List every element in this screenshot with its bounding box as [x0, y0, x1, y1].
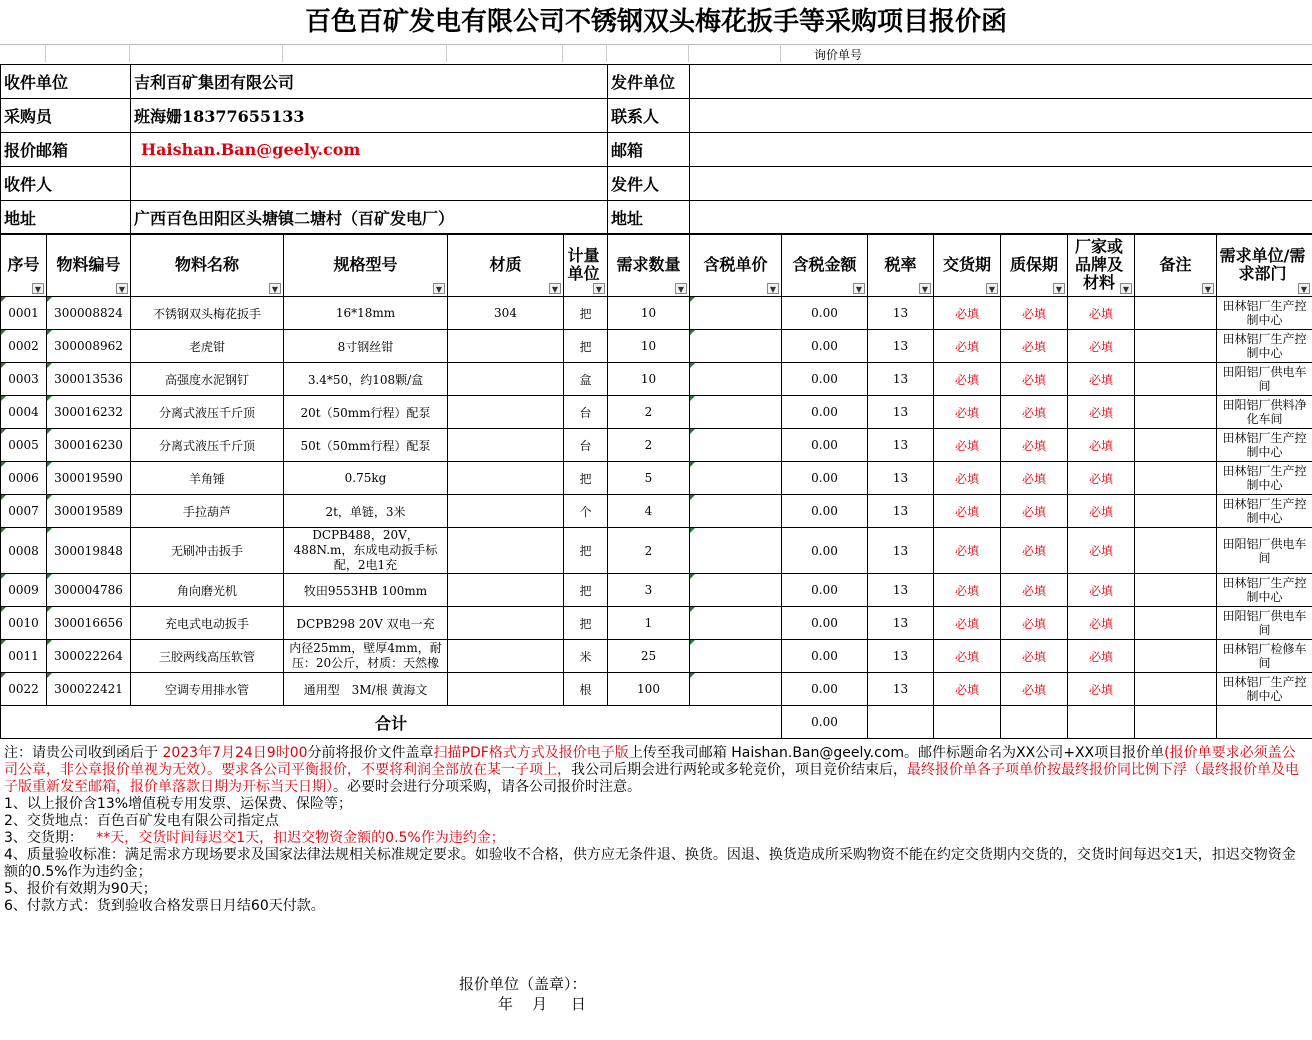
header-col-5: 计量单位 ▼: [564, 234, 608, 297]
warranty-period[interactable]: 必填: [1001, 330, 1068, 363]
recipient-label: 收件人: [1, 167, 131, 201]
tax-rate: 13: [868, 330, 934, 363]
sender-value[interactable]: [690, 167, 1312, 201]
warranty-period[interactable]: 必填: [1001, 528, 1068, 574]
tax-rate: 13: [868, 429, 934, 462]
spec-model: 20t（50mm行程）配泵: [284, 396, 448, 429]
amount: 0.00: [782, 574, 868, 607]
row-number: 0011: [1, 640, 47, 673]
row-number: 0010: [1, 607, 47, 640]
unit-price[interactable]: [690, 363, 782, 396]
header-col-0: 序号 ▼: [1, 234, 47, 297]
row-number: 0009: [1, 574, 47, 607]
filter-dropdown-icon[interactable]: ▼: [1202, 283, 1214, 294]
tax-rate: 13: [868, 528, 934, 574]
spec-model: 2t，单链，3米: [284, 495, 448, 528]
warranty-period[interactable]: 必填: [1001, 462, 1068, 495]
quote-unit-seal: 报价单位（盖章）：: [459, 975, 587, 993]
material-code: 300004786: [47, 574, 131, 607]
row-number: 0001: [1, 297, 47, 330]
spec-model: DCPB488，20V，488N.m，东成电动扳手标配，2电1充: [284, 528, 448, 574]
header-col-6: 需求数量 ▼: [608, 234, 690, 297]
contact-value[interactable]: [690, 99, 1312, 133]
table-row: [1, 297, 1312, 330]
material-code: 300016656: [47, 607, 131, 640]
material: [448, 574, 564, 607]
recipient-value[interactable]: [131, 167, 608, 201]
material: [448, 396, 564, 429]
amount: 0.00: [782, 297, 868, 330]
header-col-7: 含税单价 ▼: [690, 234, 782, 297]
quantity: 3: [608, 574, 690, 607]
delivery-period[interactable]: 必填: [934, 528, 1001, 574]
brand-material[interactable]: 必填: [1068, 640, 1135, 673]
address-value[interactable]: 广西百色田阳区头塘镇二塘村（百矿发电厂）: [131, 201, 608, 235]
row-number: 0008: [1, 528, 47, 574]
filter-dropdown-icon[interactable]: ▼: [1053, 283, 1065, 294]
material-name: 无刷冲击扳手: [131, 528, 284, 574]
dept: 田林铝厂生产控制中心: [1217, 495, 1312, 528]
filter-dropdown-icon[interactable]: ▼: [116, 283, 128, 294]
brand-material[interactable]: 必填: [1068, 462, 1135, 495]
remark[interactable]: [1135, 462, 1217, 495]
header-col-12: 厂家或品牌及材料 ▼: [1068, 234, 1135, 297]
warranty-period[interactable]: 必填: [1001, 574, 1068, 607]
table-row: [1, 396, 1312, 429]
page-title: 百色百矿发电有限公司不锈钢双头梅花扳手等采购项目报价函: [0, 0, 1312, 45]
row-number: 0006: [1, 462, 47, 495]
tax-rate: 13: [868, 495, 934, 528]
dept: 田林铝厂生产控制中心: [1217, 330, 1312, 363]
contact-label: 联系人: [608, 99, 690, 133]
remark[interactable]: [1135, 673, 1217, 706]
material: [448, 462, 564, 495]
material-name: 手拉葫芦: [131, 495, 284, 528]
delivery-period[interactable]: 必填: [934, 330, 1001, 363]
row-number: 0022: [1, 673, 47, 706]
unit: 台: [564, 396, 608, 429]
material-code: 300019848: [47, 528, 131, 574]
amount: 0.00: [782, 607, 868, 640]
filter-dropdown-icon[interactable]: ▼: [767, 283, 779, 294]
note-main: 注：请贵公司收到函后于 2023年7月24日9时00分前将报价文件盖章扫描PDF格式方式及报价电子版上传至我司邮箱 Haishan.Ban@geely.com。邮件标题命名为XX公司+XX项目报价单(报价单要求必须盖公司公章，非公章报价单视为无效）。要求各公司平衡报价，不要将利润全部放在某一子项上，我公司后期会进行两轮或多轮竞价，项目竞价结束后，最终报价单各子项单价按最终报价同比例下浮（最终报价单及电子版重新发至邮箱，报价单落款日期为开标当天日期）。必要时会进行分项采购，请各公司报价时注意。: [4, 745, 1299, 795]
quantity: 2: [608, 429, 690, 462]
material-name: 空调专用排水管: [131, 673, 284, 706]
filter-dropdown-icon[interactable]: ▼: [1120, 283, 1132, 294]
dept: 田林铝厂生产控制中心: [1217, 462, 1312, 495]
remark[interactable]: [1135, 640, 1217, 673]
note-1: 1、以上报价含13%增值税专用发票、运保费、保险等；: [4, 796, 353, 812]
material-code: 300008824: [47, 297, 131, 330]
filter-dropdown-icon[interactable]: ▼: [32, 283, 44, 294]
remark[interactable]: [1135, 574, 1217, 607]
header-col-2: 物料名称 ▼: [131, 234, 284, 297]
unit-price[interactable]: [690, 574, 782, 607]
note-2: 2、交货地点：百色百矿发电有限公司指定点: [4, 813, 279, 829]
spec-model: 3.4*50，约108颗/盒: [284, 363, 448, 396]
filter-dropdown-icon[interactable]: ▼: [269, 283, 281, 294]
warranty-period[interactable]: 必填: [1001, 495, 1068, 528]
material-code: 300022264: [47, 640, 131, 673]
tax-rate: 13: [868, 607, 934, 640]
address-label: 地址: [1, 201, 131, 235]
amount: 0.00: [782, 462, 868, 495]
unit-price[interactable]: [690, 462, 782, 495]
filter-dropdown-icon[interactable]: ▼: [919, 283, 931, 294]
delivery-period[interactable]: 必填: [934, 574, 1001, 607]
table-row: [1, 462, 1312, 495]
delivery-period[interactable]: 必填: [934, 640, 1001, 673]
material-name: 高强度水泥钢钉: [131, 363, 284, 396]
spec-model: 0.75kg: [284, 462, 448, 495]
table-row: [1, 330, 1312, 363]
table-row: [1, 607, 1312, 640]
unit: 盒: [564, 363, 608, 396]
amount: 0.00: [782, 528, 868, 574]
delivery-period[interactable]: 必填: [934, 495, 1001, 528]
tax-rate: 13: [868, 363, 934, 396]
unit: 个: [564, 495, 608, 528]
email-label: 邮箱: [608, 133, 690, 167]
unit-price[interactable]: [690, 607, 782, 640]
quote-date: 年 月 日: [498, 995, 586, 1013]
filter-dropdown-icon[interactable]: ▼: [675, 283, 687, 294]
blank-row: [0, 44, 1312, 62]
address2-value[interactable]: [690, 201, 1312, 235]
notes: [4, 745, 1306, 915]
tax-rate: 13: [868, 673, 934, 706]
header-col-1: 物料编号 ▼: [47, 234, 131, 297]
material-code: 300013536: [47, 363, 131, 396]
table-row: [1, 429, 1312, 462]
unit-price[interactable]: [690, 640, 782, 673]
unit-price[interactable]: [690, 495, 782, 528]
dept: 田阳铝厂供料净化车间: [1217, 396, 1312, 429]
remark[interactable]: [1135, 363, 1217, 396]
header-col-8: 含税金额 ▼: [782, 234, 868, 297]
unit-price[interactable]: [690, 297, 782, 330]
tax-rate: 13: [868, 640, 934, 673]
row-number: 0005: [1, 429, 47, 462]
warranty-period[interactable]: 必填: [1001, 396, 1068, 429]
remark[interactable]: [1135, 429, 1217, 462]
material-code: 300022421: [47, 673, 131, 706]
table-row: [1, 673, 1312, 706]
header-col-14: 需求单位/需求部门 ▼: [1217, 234, 1312, 297]
unit: 根: [564, 673, 608, 706]
info-table: [0, 64, 1312, 235]
dept: 田林铝厂生产控制中心: [1217, 297, 1312, 330]
recv-unit-label: 收件单位: [1, 65, 131, 99]
brand-material[interactable]: 必填: [1068, 297, 1135, 330]
table-row: [1, 528, 1312, 574]
material-name: 分离式液压千斤顶: [131, 396, 284, 429]
filter-dropdown-icon[interactable]: ▼: [593, 283, 605, 294]
table-row: [1, 363, 1312, 396]
row-number: 0002: [1, 330, 47, 363]
brand-material[interactable]: 必填: [1068, 528, 1135, 574]
warranty-period[interactable]: 必填: [1001, 607, 1068, 640]
brand-material[interactable]: 必填: [1068, 673, 1135, 706]
amount: 0.00: [782, 396, 868, 429]
brand-material[interactable]: 必填: [1068, 429, 1135, 462]
unit: 把: [564, 607, 608, 640]
tax-rate: 13: [868, 462, 934, 495]
spec-model: 牧田9553HB 100mm: [284, 574, 448, 607]
spec-model: 16*18mm: [284, 297, 448, 330]
material: 304: [448, 297, 564, 330]
amount: 0.00: [782, 330, 868, 363]
quantity: 100: [608, 673, 690, 706]
material-name: 分离式液压千斤顶: [131, 429, 284, 462]
brand-material[interactable]: 必填: [1068, 363, 1135, 396]
dept: 田阳铝厂供电车间: [1217, 363, 1312, 396]
quantity: 5: [608, 462, 690, 495]
unit: 把: [564, 297, 608, 330]
material: [448, 330, 564, 363]
remark[interactable]: [1135, 495, 1217, 528]
material-code: 300019590: [47, 462, 131, 495]
material-code: 300008962: [47, 330, 131, 363]
send-unit-value[interactable]: [690, 65, 1312, 99]
row-number: 0003: [1, 363, 47, 396]
total-label: 合计: [1, 706, 782, 739]
delivery-period[interactable]: 必填: [934, 429, 1001, 462]
header-col-9: 税率 ▼: [868, 234, 934, 297]
amount: 0.00: [782, 363, 868, 396]
amount: 0.00: [782, 673, 868, 706]
sender-label: 发件人: [608, 167, 690, 201]
material: [448, 363, 564, 396]
table-row: [1, 574, 1312, 607]
filter-dropdown-icon[interactable]: ▼: [853, 283, 865, 294]
material-name: 羊角锤: [131, 462, 284, 495]
remark[interactable]: [1135, 396, 1217, 429]
spec-model: 内径25mm，壁厚4mm，耐压：20公斤，材质：天然橡: [284, 640, 448, 673]
dept: 田阳铝厂供电车间: [1217, 607, 1312, 640]
remark[interactable]: [1135, 528, 1217, 574]
unit-price[interactable]: [690, 673, 782, 706]
quantity: 10: [608, 330, 690, 363]
quantity: 25: [608, 640, 690, 673]
material-name: 老虎钳: [131, 330, 284, 363]
remark[interactable]: [1135, 297, 1217, 330]
note-3: 3、交货期： **天，交货时间每迟交1天，扣迟交物资金额的0.5%作为违约金；: [4, 830, 505, 846]
filter-dropdown-icon[interactable]: ▼: [433, 283, 445, 294]
spec-model: 50t（50mm行程）配泵: [284, 429, 448, 462]
material: [448, 495, 564, 528]
total-row: [1, 706, 1312, 739]
spec-model: 通用型 3M/根 黄海文: [284, 673, 448, 706]
recv-unit-value[interactable]: 吉利百矿集团有限公司: [131, 65, 608, 99]
delivery-period[interactable]: 必填: [934, 607, 1001, 640]
unit: 把: [564, 462, 608, 495]
quantity: 4: [608, 495, 690, 528]
warranty-period[interactable]: 必填: [1001, 640, 1068, 673]
remark[interactable]: [1135, 330, 1217, 363]
brand-material[interactable]: 必填: [1068, 396, 1135, 429]
warranty-period[interactable]: 必填: [1001, 429, 1068, 462]
filter-dropdown-icon[interactable]: ▼: [549, 283, 561, 294]
spec-model: DCPB298 20V 双电一充: [284, 607, 448, 640]
items-table: [0, 233, 1312, 739]
total-amount[interactable]: 0.00: [782, 706, 868, 739]
delivery-period[interactable]: 必填: [934, 297, 1001, 330]
remark[interactable]: [1135, 607, 1217, 640]
material: [448, 673, 564, 706]
dept: 田林铝厂生产控制中心: [1217, 429, 1312, 462]
brand-material[interactable]: 必填: [1068, 607, 1135, 640]
table-row: [1, 640, 1312, 673]
spec-model: 8寸钢丝钳: [284, 330, 448, 363]
delivery-period[interactable]: 必填: [934, 673, 1001, 706]
note-4: 4、质量验收标准：满足需求方现场要求及国家法律法规相关标准规定要求。如验收不合格，供方应无条件退、换货。因退、换货造成所采购物资不能在约定交货期内交货的，交货时间每迟交1天，扣迟交物资金额的0.5%作为违约金；: [4, 847, 1296, 880]
dept: 田林铝厂检修车间: [1217, 640, 1312, 673]
material-code: 300016230: [47, 429, 131, 462]
dept: 田林铝厂生产控制中心: [1217, 673, 1312, 706]
send-unit-label: 发件单位: [608, 65, 690, 99]
quantity: 1: [608, 607, 690, 640]
quote-email-label: 报价邮箱: [1, 133, 131, 167]
amount: 0.00: [782, 495, 868, 528]
material-name: 不锈钢双头梅花扳手: [131, 297, 284, 330]
address2-label: 地址: [608, 201, 690, 235]
header-col-4: 材质 ▼: [448, 234, 564, 297]
quantity: 10: [608, 297, 690, 330]
material: [448, 607, 564, 640]
filter-dropdown-icon[interactable]: ▼: [986, 283, 998, 294]
material: [448, 640, 564, 673]
quote-email-value[interactable]: Haishan.Ban@geely.com: [131, 133, 608, 167]
unit: 把: [564, 574, 608, 607]
unit-price[interactable]: [690, 429, 782, 462]
delivery-period[interactable]: 必填: [934, 462, 1001, 495]
note-6: 6、付款方式：货到验收合格发票日月结60天付款。: [4, 898, 325, 914]
material-code: 300016232: [47, 396, 131, 429]
brand-material[interactable]: 必填: [1068, 330, 1135, 363]
unit: 把: [564, 330, 608, 363]
filter-dropdown-icon[interactable]: ▼: [1298, 283, 1310, 294]
amount: 0.00: [782, 429, 868, 462]
buyer-label: 采购员: [1, 99, 131, 133]
buyer-value[interactable]: 班海姗18377655133: [131, 99, 608, 133]
brand-material[interactable]: 必填: [1068, 495, 1135, 528]
dept: 田林铝厂生产控制中心: [1217, 574, 1312, 607]
unit-price[interactable]: [690, 528, 782, 574]
header-col-11: 质保期 ▼: [1001, 234, 1068, 297]
unit-price[interactable]: [690, 396, 782, 429]
delivery-period[interactable]: 必填: [934, 363, 1001, 396]
quantity: 10: [608, 363, 690, 396]
delivery-period[interactable]: 必填: [934, 396, 1001, 429]
tax-rate: 13: [868, 297, 934, 330]
dept: 田阳铝厂供电车间: [1217, 528, 1312, 574]
tax-rate: 13: [868, 574, 934, 607]
row-number: 0007: [1, 495, 47, 528]
tax-rate: 13: [868, 396, 934, 429]
table-row: [1, 495, 1312, 528]
material-name: 充电式电动扳手: [131, 607, 284, 640]
material-code: 300019589: [47, 495, 131, 528]
row-number: 0004: [1, 396, 47, 429]
amount: 0.00: [782, 640, 868, 673]
inquiry-number-label: 询价单号: [813, 48, 862, 62]
unit: 台: [564, 429, 608, 462]
header-col-3: 规格型号 ▼: [284, 234, 448, 297]
unit: 米: [564, 640, 608, 673]
material: [448, 528, 564, 574]
quantity: 2: [608, 396, 690, 429]
brand-material[interactable]: 必填: [1068, 574, 1135, 607]
warranty-period[interactable]: 必填: [1001, 297, 1068, 330]
material-name: 角向磨光机: [131, 574, 284, 607]
email-value[interactable]: [690, 133, 1312, 167]
quantity: 2: [608, 528, 690, 574]
material: [448, 429, 564, 462]
material-name: 三胶两线高压软管: [131, 640, 284, 673]
header-col-13: 备注 ▼: [1135, 234, 1217, 297]
unit-price[interactable]: [690, 330, 782, 363]
warranty-period[interactable]: 必填: [1001, 673, 1068, 706]
warranty-period[interactable]: 必填: [1001, 363, 1068, 396]
unit: 把: [564, 528, 608, 574]
header-col-10: 交货期 ▼: [934, 234, 1001, 297]
note-5: 5、报价有效期为90天；: [4, 881, 157, 897]
